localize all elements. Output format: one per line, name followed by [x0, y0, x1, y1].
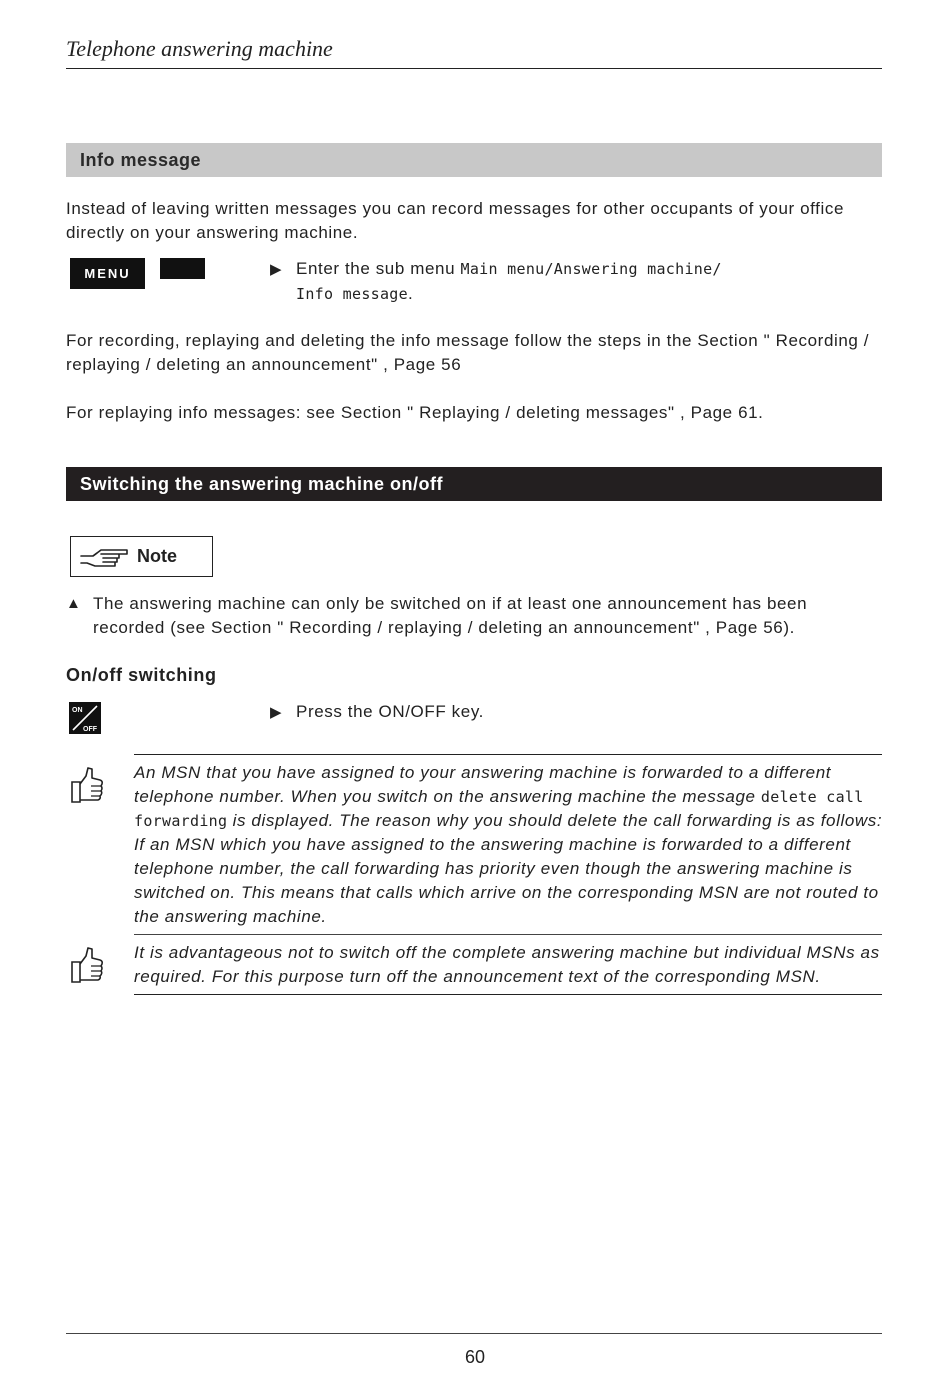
- section-heading-switching: Switching the answering machine on/off: [66, 467, 882, 501]
- onoff-subheading: On/off switching: [66, 665, 217, 685]
- tip-separator-rule: [134, 934, 882, 935]
- menu-path-line1: Main menu/Answering machine/: [460, 260, 722, 278]
- recording-paragraph: For recording, replaying and deleting the info message follow the steps in the Section " Recording / replaying / deleting an announcement" , Page 56: [66, 331, 870, 374]
- on-off-key-icon: [69, 702, 101, 734]
- tip-switch-off-msn: It is advantageous not to switch off the complete answering machine but individual MSNs as required. For this purpose turn off the announcement text of the corresponding MSN.: [134, 943, 880, 986]
- note-box: [70, 536, 213, 577]
- menu-key-icon: MENU: [70, 258, 145, 289]
- pointing-hand-icon: [79, 544, 131, 570]
- tip-top-rule: [134, 754, 882, 755]
- tip-bottom-rule: [134, 994, 882, 995]
- onoff-step-text: Press the ON/OFF key.: [296, 702, 484, 721]
- header-rule: [66, 68, 882, 69]
- tip1-text-part2: is displayed. The reason why you should delete the call forwarding is as follows: If an MSN which you have assigned to the answering machine is forwarded to a different telephone number, the call forwarding has priority even though the answering machine is switched on. This means that calls which arrive on the corresponding MSN are not routed to the answering machine.: [134, 811, 883, 926]
- triangle-bullet-icon: ▲: [66, 595, 82, 612]
- section-heading-info-message: Info message: [66, 143, 882, 177]
- step-prefix: Enter the sub menu: [296, 259, 456, 278]
- menu-path-line2: Info message: [296, 285, 408, 303]
- note-bullet-text: The answering machine can only be switched on if at least one announcement has been recorded (see Section " Recording / replaying / deleting an announcement" , Page 56).: [93, 594, 808, 637]
- note-label: Note: [137, 546, 177, 566]
- tip1-text-part1: An MSN that you have assigned to your answering machine is forwarded to a different telephone number. When you switch on the answering machine the message: [134, 763, 832, 806]
- note-bullet: [66, 592, 882, 640]
- info-message-intro: Instead of leaving written messages you can record messages for other occupants of your office directly on your answering machine.: [66, 199, 845, 242]
- tip-call-forwarding: [134, 761, 884, 929]
- on-key-text: ON: [72, 707, 83, 714]
- onoff-step: [270, 700, 484, 725]
- soft-key-icon: [160, 258, 205, 279]
- thumbs-up-hand-icon: [66, 764, 106, 806]
- page-number: 60: [464, 1347, 486, 1367]
- display-message-delete-call-forwarding: delete call forwarding: [134, 788, 864, 830]
- step-arrow-icon: ▶: [270, 704, 283, 721]
- replaying-paragraph: For replaying info messages: see Section " Replaying / deleting messages" , Page 61.: [66, 403, 764, 422]
- running-header: Telephone answering machine: [66, 36, 333, 61]
- footer-rule: [66, 1333, 882, 1334]
- thumbs-up-hand-icon: [66, 944, 106, 986]
- menu-step: [270, 257, 722, 306]
- step-arrow-icon: ▶: [270, 261, 283, 278]
- off-key-text: OFF: [83, 726, 97, 733]
- step-suffix: .: [407, 284, 414, 303]
